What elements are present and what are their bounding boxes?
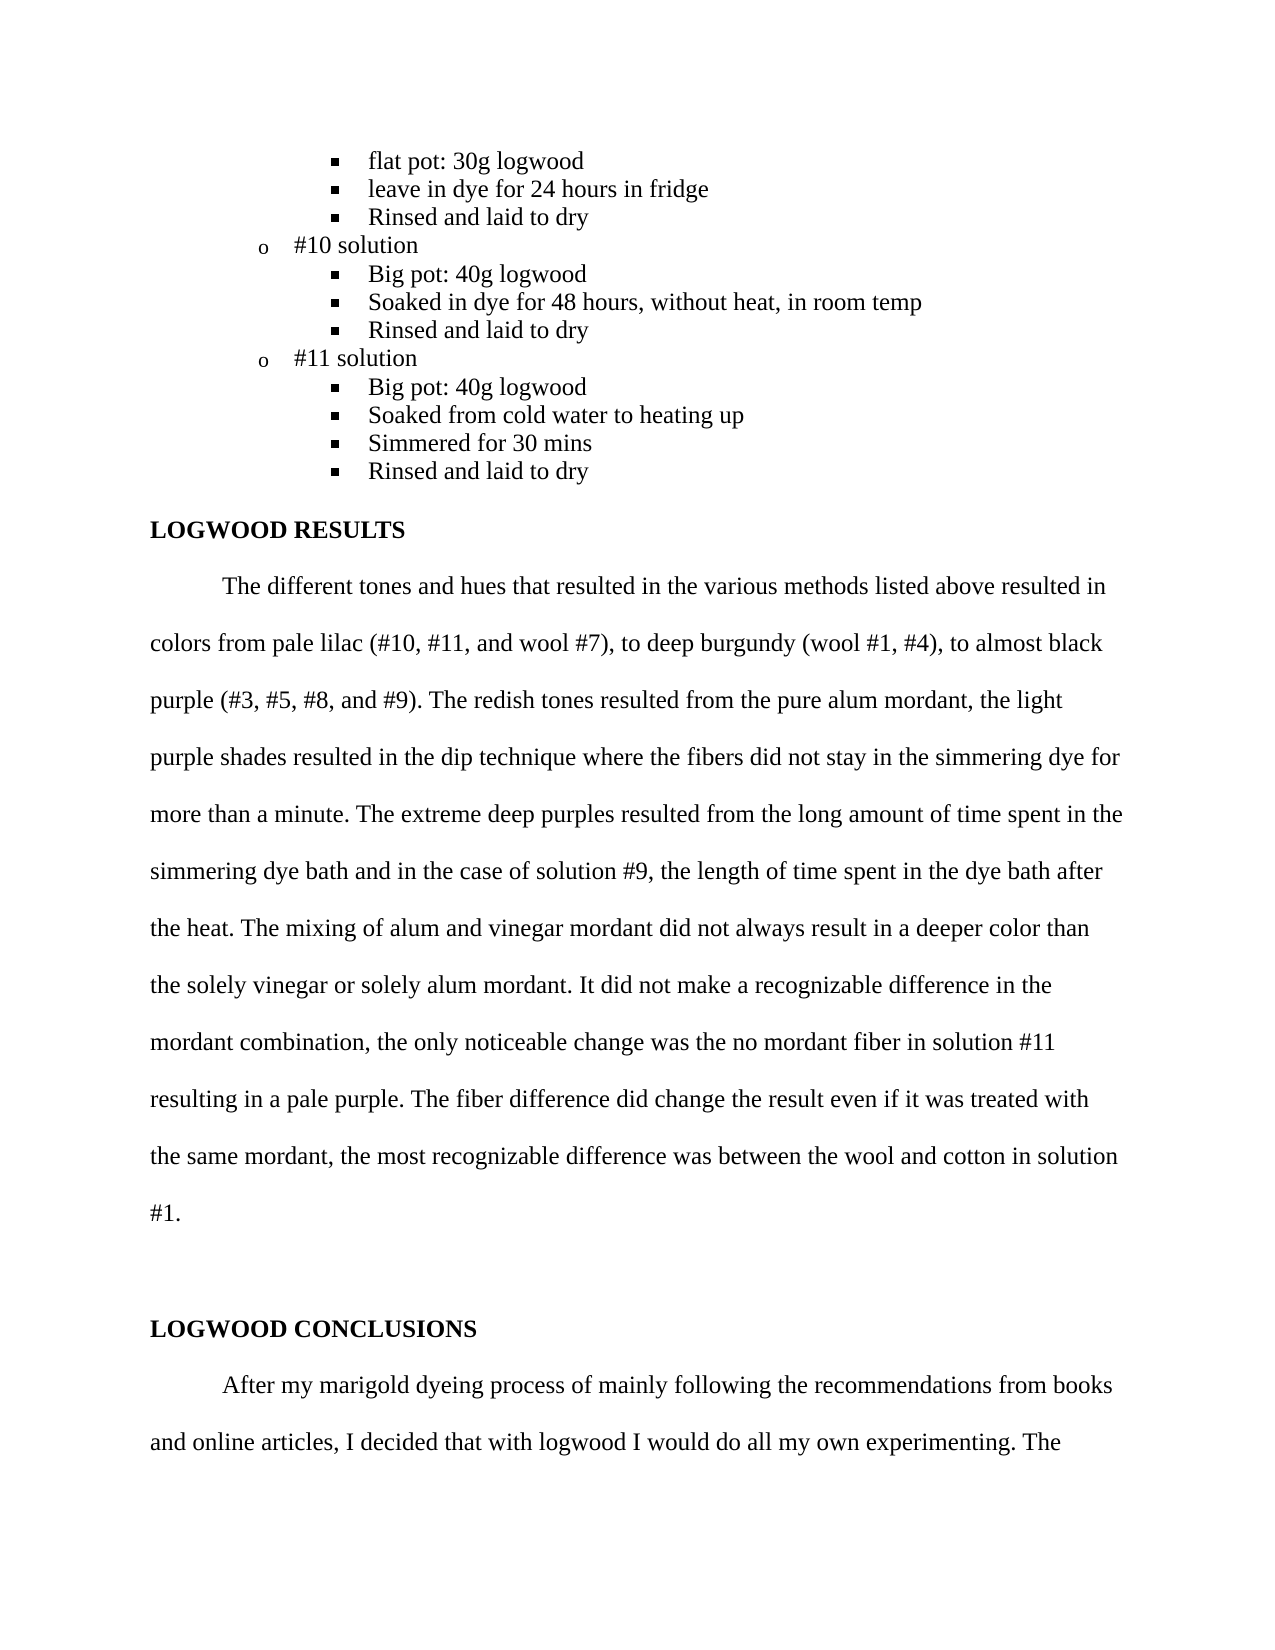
paragraph-line: simmering dye bath and in the case of solution #9, the length of time spent in the dye bath after	[150, 858, 1103, 885]
square-bullet-icon	[331, 327, 339, 335]
section-heading-results: LOGWOOD RESULTS	[150, 517, 406, 544]
list-item-heading: #10 solution	[294, 232, 419, 259]
square-bullet-icon	[331, 468, 339, 476]
paragraph-line: The different tones and hues that resulted in the various methods listed above resulted in	[222, 573, 1107, 600]
square-bullet-icon	[331, 440, 339, 448]
paragraph-line: the heat. The mixing of alum and vinegar mordant did not always result in a deeper color than	[150, 915, 1090, 942]
list-item: Big pot: 40g logwood	[368, 261, 587, 288]
square-bullet-icon	[331, 214, 339, 222]
square-bullet-icon	[331, 186, 339, 194]
paragraph-line: the solely vinegar or solely alum mordant. It did not make a recognizable difference in the	[150, 972, 1053, 999]
square-bullet-icon	[331, 412, 339, 420]
list-item-heading: #11 solution	[294, 345, 418, 372]
list-item: leave in dye for 24 hours in fridge	[368, 176, 709, 203]
square-bullet-icon	[331, 158, 339, 166]
section-heading-conclusions: LOGWOOD CONCLUSIONS	[150, 1316, 478, 1343]
list-item: Rinsed and laid to dry	[368, 458, 589, 485]
list-item: Rinsed and laid to dry	[368, 317, 589, 344]
square-bullet-icon	[331, 384, 339, 392]
list-item: Simmered for 30 mins	[368, 430, 593, 457]
list-item: Soaked in dye for 48 hours, without heat, in room temp	[368, 289, 923, 316]
paragraph-line: and online articles, I decided that with logwood I would do all my own experimenting. The	[150, 1429, 1062, 1456]
circle-bullet-icon: o	[258, 347, 269, 372]
paragraph-line: #1.	[150, 1200, 182, 1227]
paragraph-line: purple (#3, #5, #8, and #9). The redish tones resulted from the pure alum mordant, the light	[150, 687, 1063, 714]
paragraph-line: mordant combination, the only noticeable change was the no mordant fiber in solution #11	[150, 1029, 1056, 1056]
paragraph-line: more than a minute. The extreme deep purples resulted from the long amount of time spent in the	[150, 801, 1123, 828]
paragraph-line: After my marigold dyeing process of mainly following the recommendations from books	[222, 1372, 1113, 1399]
list-item: flat pot: 30g logwood	[368, 148, 584, 175]
paragraph-line: colors from pale lilac (#10, #11, and wool #7), to deep burgundy (wool #1, #4), to almost black	[150, 630, 1103, 657]
square-bullet-icon	[331, 271, 339, 279]
list-item: Big pot: 40g logwood	[368, 374, 587, 401]
circle-bullet-icon: o	[258, 234, 269, 259]
paragraph-line: resulting in a pale purple. The fiber difference did change the result even if it was treated with	[150, 1086, 1090, 1113]
paragraph-line: purple shades resulted in the dip technique where the fibers did not stay in the simmering dye for	[150, 744, 1120, 771]
square-bullet-icon	[331, 299, 339, 307]
list-item: Rinsed and laid to dry	[368, 204, 589, 231]
paragraph-line: the same mordant, the most recognizable difference was between the wool and cotton in solution	[150, 1143, 1118, 1170]
list-item: Soaked from cold water to heating up	[368, 402, 745, 429]
